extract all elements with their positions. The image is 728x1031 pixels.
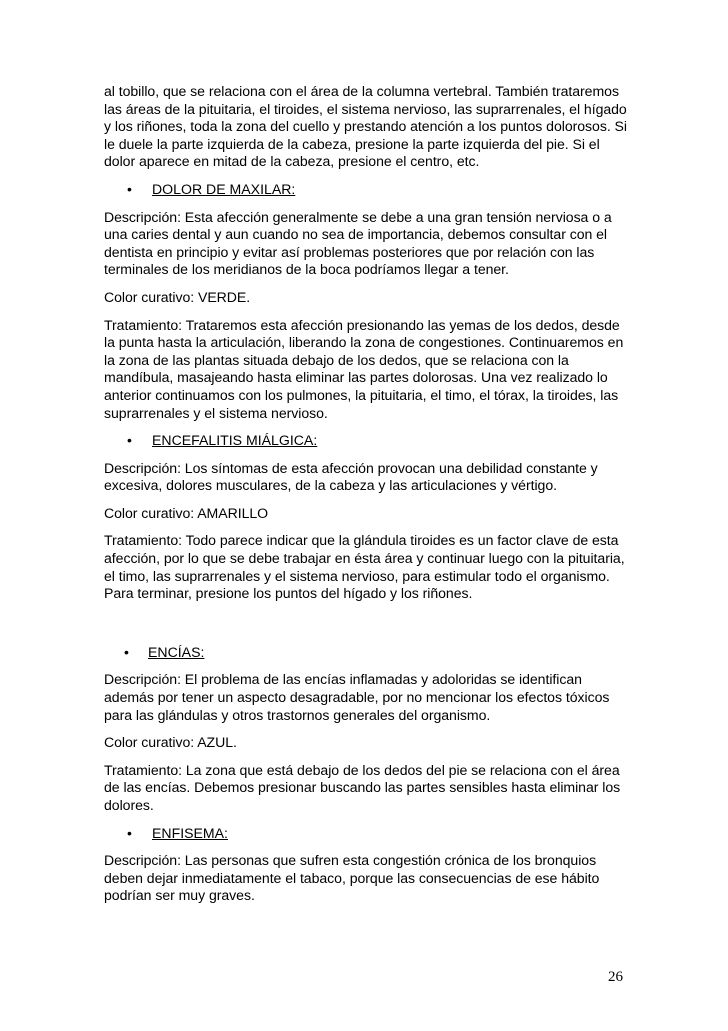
encefalitis-description: Descripción: Los síntomas de esta afección provocan una debilidad constante y excesiva, dolores musculares, de la cabeza y las articulaciones y vértigo. xyxy=(104,459,598,494)
spacer xyxy=(104,613,628,641)
heading-label: ENCEFALITIS MIÁLGICA: xyxy=(152,432,318,449)
maxilar-description: Descripción: Esta afección generalmente se debe a una gran tensión nerviosa o a una caries dental y aun cuando no sea de importancia, debemos consultar con el dentista en principio y evitar así problemas posteriores que por relación con las terminales de los meridianos de la boca podríamos llegar a tener. xyxy=(104,208,612,278)
paragraph-intro: al tobillo, que se relaciona con el área de la columna vertebral. También trataremos las áreas de la pituitaria, el tiroides, el sistema nervioso, las suprarrenales, el hígado y los riñones, toda la zona del cuello y prestando atención a los puntos dolorosos. Si le duele la parte izquierda de la cabeza, presione la parte izquierda del pie. Si el dolor aparece en mitad de la cabeza, presione el centro, etc. xyxy=(104,83,627,170)
bullet-icon: • xyxy=(127,824,132,841)
page-number: 26 xyxy=(608,969,623,985)
heading-enfisema xyxy=(104,825,628,843)
bullet-icon: • xyxy=(127,180,132,197)
encefalitis-color: Color curativo: AMARILLO xyxy=(104,504,269,521)
heading-encefalitis-mialgica xyxy=(104,432,628,450)
heading-label: ENCÍAS: xyxy=(148,643,205,660)
heading-label: ENFISEMA: xyxy=(152,824,228,841)
heading-dolor-de-maxilar xyxy=(104,181,628,199)
encias-description: Descripción: El problema de las encías inflamadas y adoloridas se identifican además por tener un aspecto desagradable, por no mencionar los efectos tóxicos para las glándulas y otros trastornos generales del organismo. xyxy=(104,671,610,723)
encefalitis-treatment: Tratamiento: Todo parece indicar que la glándula tiroides es un factor clave de esta afección, por lo que se debe trabajar en ésta área y continuar luego con la pituitaria, el timo, las suprarrenales y el sistema nervioso, para estimular todo el organismo. Para terminar, presione los puntos del hígado y los riñones. xyxy=(104,532,625,602)
encias-color: Color curativo: AZUL. xyxy=(104,734,237,751)
enfisema-description: Descripción: Las personas que sufren esta congestión crónica de los bronquios deben dejar inmediatamente el tabaco, porque las consecuencias de ese hábito podrían ser muy graves. xyxy=(104,852,600,904)
encias-treatment: Tratamiento: La zona que está debajo de los dedos del pie se relaciona con el área de las encías. Debemos presionar buscando las partes sensibles hasta eliminar los dolores. xyxy=(104,761,621,813)
maxilar-treatment: Tratamiento: Trataremos esta afección presionando las yemas de los dedos, desde la punta hasta la articulación, liberando la zona de congestiones. Continuaremos en la zona de las plantas situada debajo de los dedos, que se relaciona con la mandíbula, masajeando hasta eliminar las partes dolorosas. Una vez realizado lo anterior continuamos con los pulmones, la pituitaria, el timo, el tórax, la tiroides, las suprarrenales y el sistema nervioso. xyxy=(104,316,624,421)
maxilar-color: Color curativo: VERDE. xyxy=(104,288,251,305)
bullet-icon: • xyxy=(127,432,132,449)
heading-encias xyxy=(104,644,628,662)
bullet-icon: • xyxy=(124,643,129,660)
heading-label: DOLOR DE MAXILAR: xyxy=(152,180,296,197)
